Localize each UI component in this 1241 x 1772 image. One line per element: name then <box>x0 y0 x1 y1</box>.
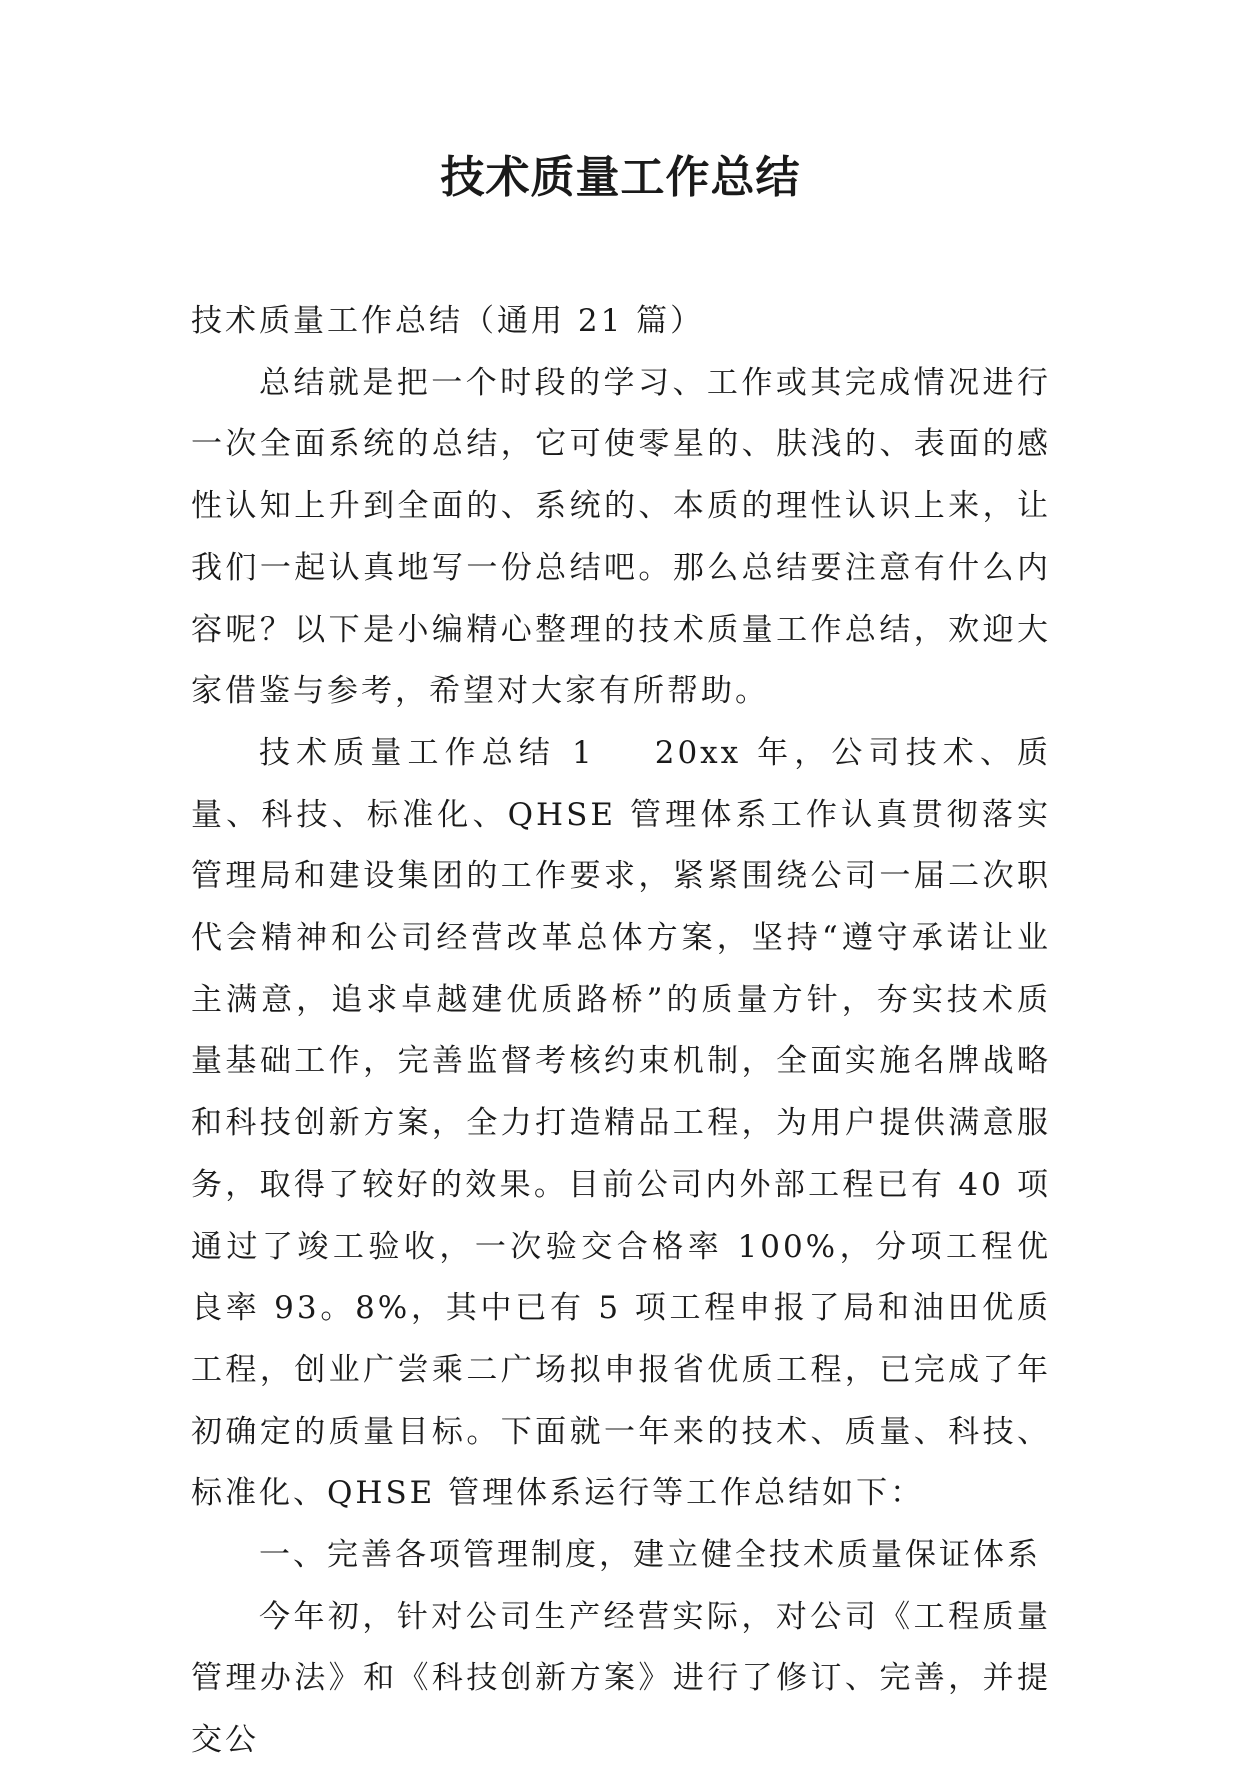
paragraph-2: 今年初，针对公司生产经营实际，对公司《工程质量管理办法》和《科技创新方案》进行了修订、完善，并提交公 <box>191 1598 1051 1759</box>
document-subtitle: 技术质量工作总结（通用 21 篇） <box>191 303 705 339</box>
document-body <box>191 291 1051 1772</box>
section-1-label: 技术质量工作总结 1 <box>259 734 595 771</box>
section-1-text: 20xx 年，公司技术、质量、科技、标准化、QHSE 管理体系工作认真贯彻落实管理局和建设集团的工作要求，紧紧围绕公司一届二次职代会精神和公司经营改革总体方案，坚持“遵守承诺让业主满意，追求卓越建优质路桥”的质量方针，夯实技术质量基础工作，完善监督考核约束机制，全面实施名牌战略和科技创新方案，全力打造精品工程，为用户提供满意服务，取得了较好的效果。目前公司内外部工程已有 40 项通过了竣工验收，一次验交合格率 100%，分项工程优良率 93。8%，其中已有 5 项工程申报了局和油田优质工程，创业广尝乘二广场拟申报省优质工程，已完成了年初确定的质量目标。下面就一年来的技术、质量、科技、标准化、QHSE 管理体系运行等工作总结如下： <box>191 734 1051 1512</box>
section-1-paragraph <box>191 723 1051 1525</box>
document-title: 技术质量工作总结 <box>440 152 801 203</box>
intro-paragraph: 总结就是把一个时段的学习、工作或其完成情况进行一次全面系统的总结，它可使零星的、肤浅的、表面的感性认知上升到全面的、系统的、本质的理性认识上来，让我们一起认真地写一份总结吧。那么总结要注意有什么内容呢？以下是小编精心整理的技术质量工作总结，欢迎大家借鉴与参考，希望对大家有所帮助。 <box>191 364 1051 710</box>
section-heading-1: 一、完善各项管理制度，建立健全技术质量保证体系 <box>259 1537 1041 1574</box>
